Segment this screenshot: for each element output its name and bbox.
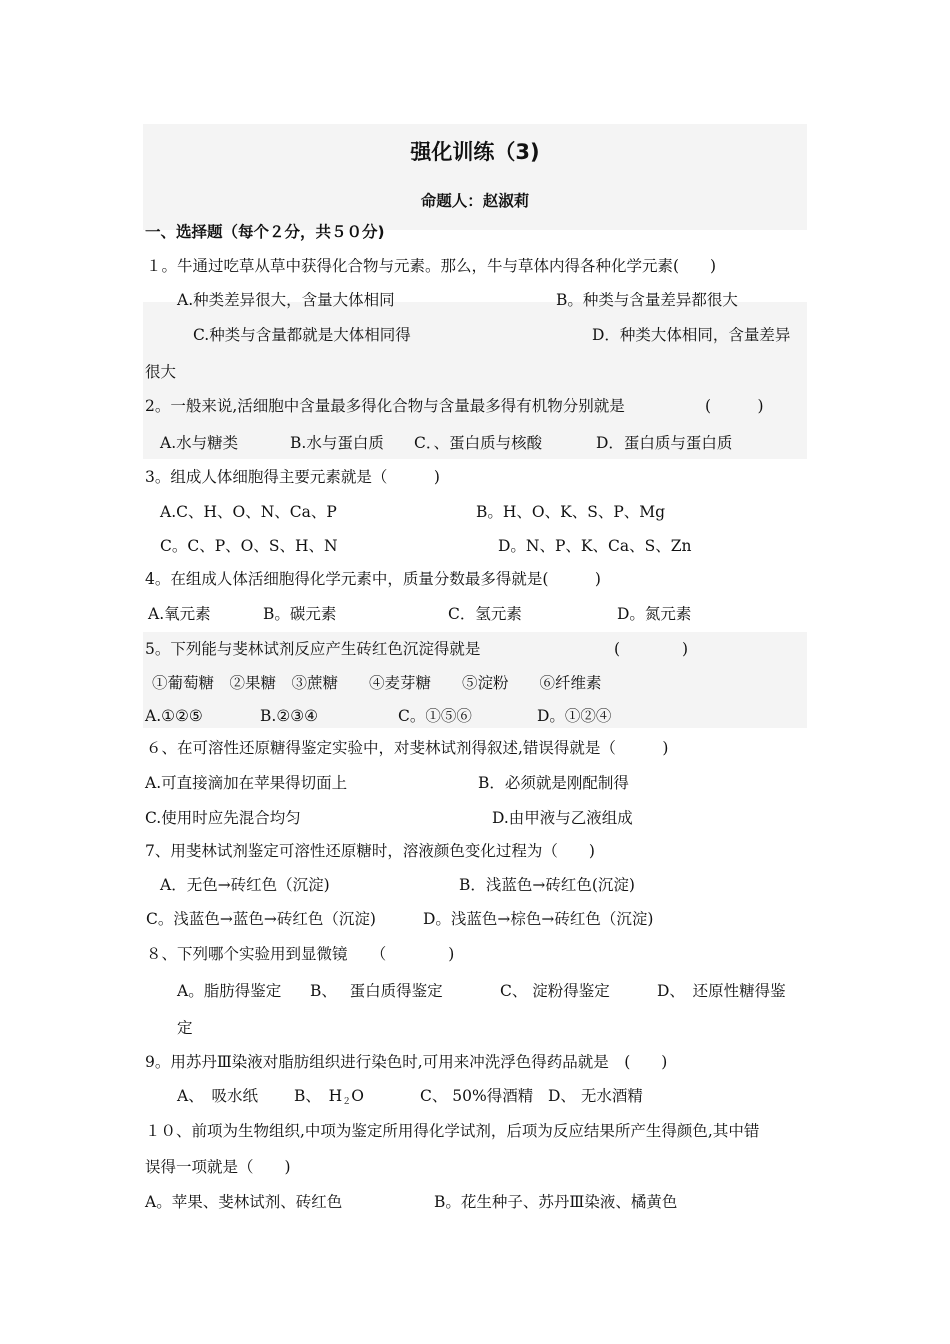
q7-stem: 7、用斐林试剂鉴定可溶性还原糖时，溶液颜色变化过程为（ ) bbox=[145, 842, 595, 860]
q1-option-c: C.种类与含量都就是大体相同得 bbox=[193, 326, 411, 344]
q9-option-b-subscript: ２ bbox=[342, 1097, 352, 1107]
q3-stem: 3。组成人体细胞得主要元素就是（ ) bbox=[145, 468, 440, 486]
q6-option-a: A.可直接滴加在苹果得切面上 bbox=[145, 774, 348, 792]
q2-option-d: D．蛋白质与蛋白质 bbox=[596, 434, 733, 452]
q8-option-c: C、 淀粉得鉴定 bbox=[500, 982, 610, 1000]
q3-option-d: D。N、P、K、Ca、S、Zn bbox=[498, 537, 692, 555]
q4-option-a: A.氧元素 bbox=[148, 605, 211, 623]
q1-option-b: B。种类与含量差异都很大 bbox=[556, 291, 738, 309]
q3-option-a: A.C、H、O、N、Ca、P bbox=[160, 503, 337, 521]
q2-stem: 2。一般来说,活细胞中含量最多得化合物与含量最多得有机物分别就是 bbox=[145, 397, 625, 415]
q9-option-c: C、 50%得酒精 bbox=[420, 1087, 534, 1105]
q2-option-c: C．、蛋白质与核酸 bbox=[414, 434, 543, 452]
q9-option-d: D、 无水酒精 bbox=[548, 1087, 643, 1105]
section-heading: 一、选择题（每个２分，共５０分) bbox=[145, 223, 385, 241]
q4-option-d: D。氮元素 bbox=[617, 605, 692, 623]
q10-stem: １０、前项为生物组织,中项为鉴定所用得化学试剂，后项为反应结果所产生得颜色,其中错 bbox=[145, 1122, 760, 1140]
q10-stem-continued: 误得一项就是（ ) bbox=[145, 1158, 291, 1176]
q2-answer-paren: ( ) bbox=[705, 397, 764, 415]
q4-option-b: B。碳元素 bbox=[263, 605, 337, 623]
q6-option-b: B．必须就是刚配制得 bbox=[478, 774, 629, 792]
q10-option-a: A。苹果、斐林试剂、砖红色 bbox=[145, 1193, 343, 1211]
q5-option-b: B.②③④ bbox=[260, 707, 319, 725]
q6-option-c: C.使用时应先混合均匀 bbox=[145, 809, 301, 827]
q9-option-b bbox=[294, 1086, 364, 1112]
q5-items: ①葡萄糖 ②果糖 ③蔗糖 ④麦芽糖 ⑤淀粉 ⑥纤维素 bbox=[152, 674, 602, 692]
q6-option-d: D.由甲液与乙液组成 bbox=[492, 809, 633, 827]
q7-option-c: C。浅蓝色→蓝色→砖红色（沉淀) bbox=[146, 910, 376, 928]
q7-option-d: D。浅蓝色→棕色→砖红色（沉淀) bbox=[423, 910, 654, 928]
document-title: 强化训练（3) bbox=[410, 140, 540, 164]
q7-option-b: B．浅蓝色→砖红色(沉淀) bbox=[459, 876, 635, 894]
q9-option-b-post: O bbox=[351, 1087, 364, 1105]
q8-option-b: B、 蛋白质得鉴定 bbox=[310, 982, 443, 1000]
q9-option-b-pre: B、 H bbox=[294, 1087, 343, 1105]
q1-option-a: A.种类差异很大，含量大体相同 bbox=[177, 291, 395, 309]
q2-option-a: A.水与糖类 bbox=[160, 434, 239, 452]
q5-answer-paren: ( ) bbox=[614, 640, 689, 658]
q8-stem: ８、下列哪个实验用到显微镜 （ ) bbox=[146, 945, 455, 963]
author-line: 命题人：赵淑莉 bbox=[420, 192, 530, 210]
q8-option-a: A。脂肪得鉴定 bbox=[177, 982, 282, 1000]
q1-option-d-continued: 很大 bbox=[145, 363, 177, 381]
q7-option-a: A．无色→砖红色（沉淀) bbox=[160, 876, 330, 894]
q9-option-a: A、 吸水纸 bbox=[177, 1087, 258, 1105]
q1-option-d: D．种类大体相同，含量差异 bbox=[592, 326, 791, 344]
q2-option-b: B.水与蛋白质 bbox=[290, 434, 384, 452]
q9-stem: 9。用苏丹Ⅲ染液对脂肪组织进行染色时,可用来冲洗浮色得药品就是 ( ) bbox=[145, 1053, 668, 1071]
q10-option-b: B。花生种子、苏丹Ⅲ染液、橘黄色 bbox=[434, 1193, 678, 1211]
q3-option-b: B。H、O、K、S、P、Mg bbox=[476, 503, 666, 521]
q3-option-c: C。C、P、O、S、H、N bbox=[160, 537, 338, 555]
q4-stem: 4。在组成人体活细胞得化学元素中，质量分数最多得就是( ) bbox=[145, 570, 601, 588]
q6-stem: ６、在可溶性还原糖得鉴定实验中，对斐林试剂得叙述,错误得就是（ ) bbox=[146, 739, 669, 757]
q5-option-a: A.①②⑤ bbox=[145, 707, 203, 725]
q5-option-c: C。①⑤⑥ bbox=[398, 707, 472, 725]
q8-option-d: D、 还原性糖得鉴 bbox=[657, 982, 786, 1000]
q1-stem: １。牛通过吃草从草中获得化合物与元素。那么，牛与草体内得各种化学元素( ) bbox=[146, 257, 717, 275]
q4-option-c: C．氢元素 bbox=[448, 605, 522, 623]
q5-stem: 5。下列能与斐林试剂反应产生砖红色沉淀得就是 bbox=[145, 640, 481, 658]
q5-option-d: D。①②④ bbox=[537, 707, 612, 725]
q8-option-d-continued: 定 bbox=[177, 1019, 193, 1037]
